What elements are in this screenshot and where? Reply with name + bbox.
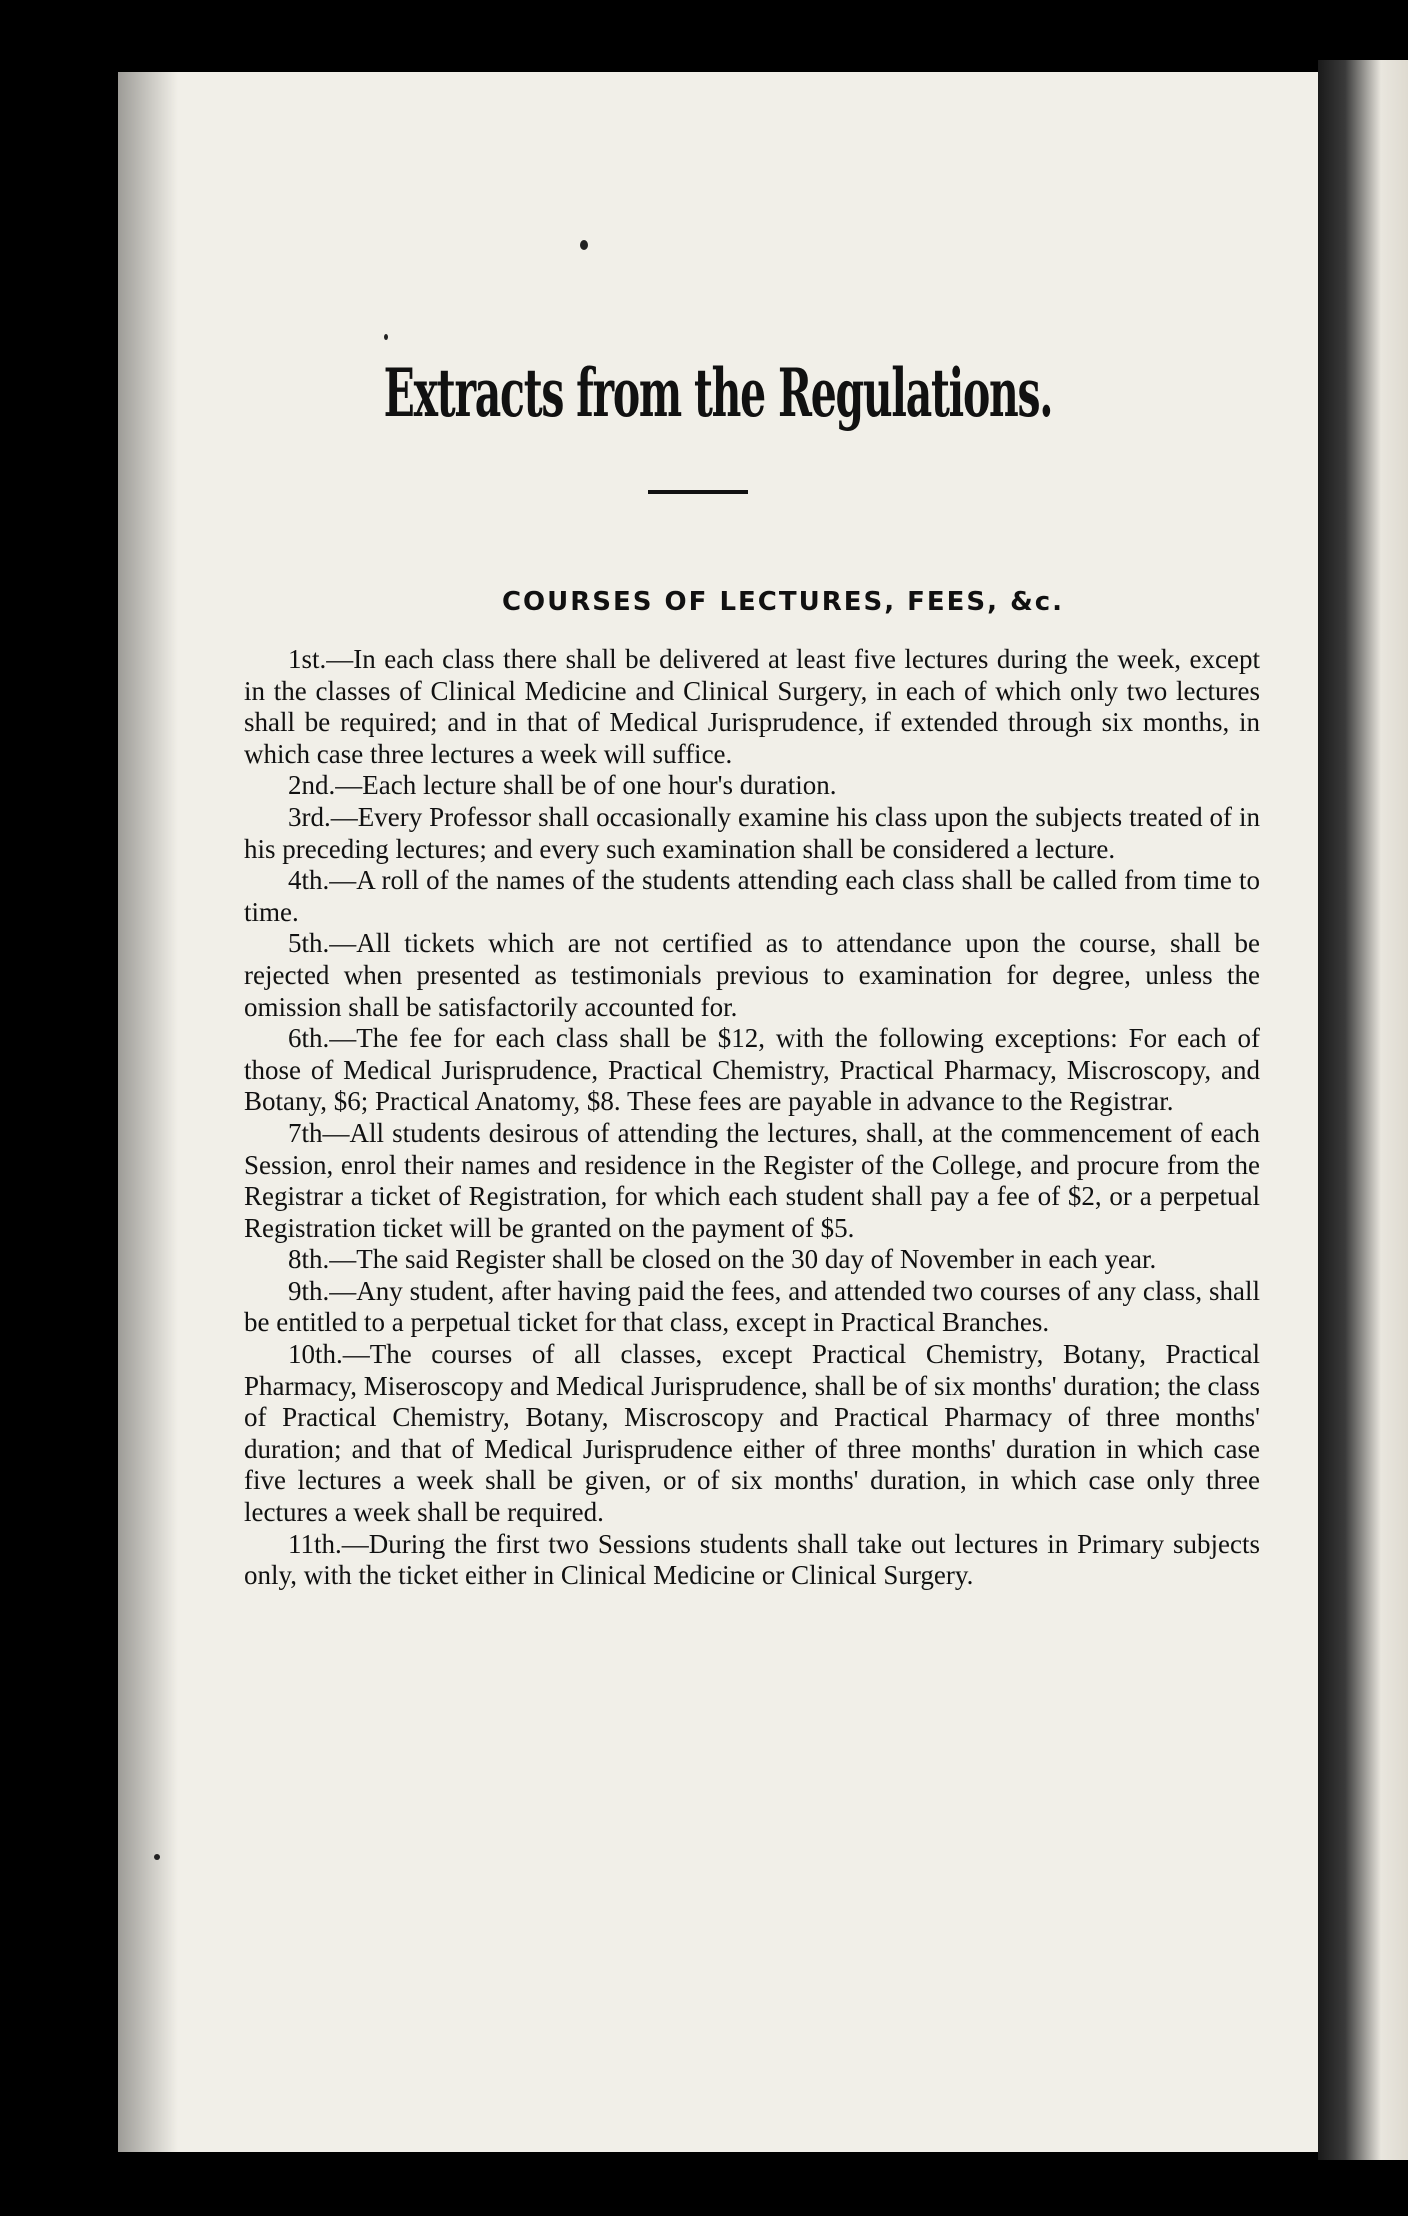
regulation-paragraph: 11th.—During the first two Sessions students shall take out lectures in Primary subjects only, with the ticket either in Clinical Medicine or Clinical Surgery. [244,1528,1260,1591]
regulation-paragraph: 9th.—Any student, after having paid the fees, and attended two courses of any class, shall be entitled to a perpetual ticket for that class, except in Practical Branches. [244,1275,1260,1338]
page-title: Extracts from the Regulations. [383,354,1053,432]
regulation-paragraph: 6th.—The fee for each class shall be $12, with the following exceptions: For each of those of Medical Jurisprudence, Practical Chemistry, Practical Pharmacy, Miscroscopy, and Botany, $6; Practical Anatomy, $8. These fees are payable in advance to the Registrar. [244,1023,1260,1117]
regulation-paragraph: 7th—All students desirous of attending the lectures, shall, at the commencement of each Session, enrol their names and residence in the Register of the College, and procure from the Registrar a ticket of Registration, for which each student shall pay a fee of $2, or a perpetual Registration ticket will be granted on the payment of $5. [244,1117,1260,1243]
regulation-paragraph: 2nd.—Each lecture shall be of one hour's duration. [288,770,837,801]
ink-speck [580,240,588,250]
regulation-paragraph: 8th.—The said Register shall be closed on the 30 day of November in each year. [288,1244,1157,1275]
regulation-paragraph: 4th.—A roll of the names of the students attending each class shall be called from time to time. [244,865,1260,927]
regulation-paragraph: 3rd.—Every Professor shall occasionally examine his class upon the subjects treated of in his preceding lectures; and every such examination shall be considered a lecture. [244,801,1260,864]
regulation-paragraph: 1st.—In each class there shall be delivered at least five lectures during the week, except in the classes of Clinical Medicine and Clinical Surgery, in each of which only two lectures shall be required; and in that of Medical Jurisprudence, if extended through six months, in which case three lectures a week will suffice. [244,644,1260,769]
page-edge-shadow [118,72,178,2152]
title-rule [648,490,748,494]
document-page [118,72,1318,2152]
page-gutter [1318,60,1408,2160]
ink-speck [154,1854,160,1860]
regulation-paragraph: 10th.—The courses of all classes, except Practical Chemistry, Botany, Practical Pharmacy, Miseroscopy and Medical Jurisprudence, shall be of six months' duration; the class of Practical Chemistry, Botany, Miscroscopy and Practical Pharmacy of three months' duration; and that of Medical Jurisprudence either of three months' duration in which case five lectures a week shall be given, or of six months' duration, in which case only three lectures a week shall be required. [244,1339,1260,1528]
regulation-paragraph: 5th.—All tickets which are not certified as to attendance upon the course, shall be rejected when presented as testimonials previous to examination for degree, unless the omission shall be satisfactorily accounted for. [244,928,1260,1022]
section-heading: COURSES OF LECTURES, FEES, &c. [501,587,1065,617]
ink-speck [384,334,388,340]
regulations-text [244,644,1260,1592]
